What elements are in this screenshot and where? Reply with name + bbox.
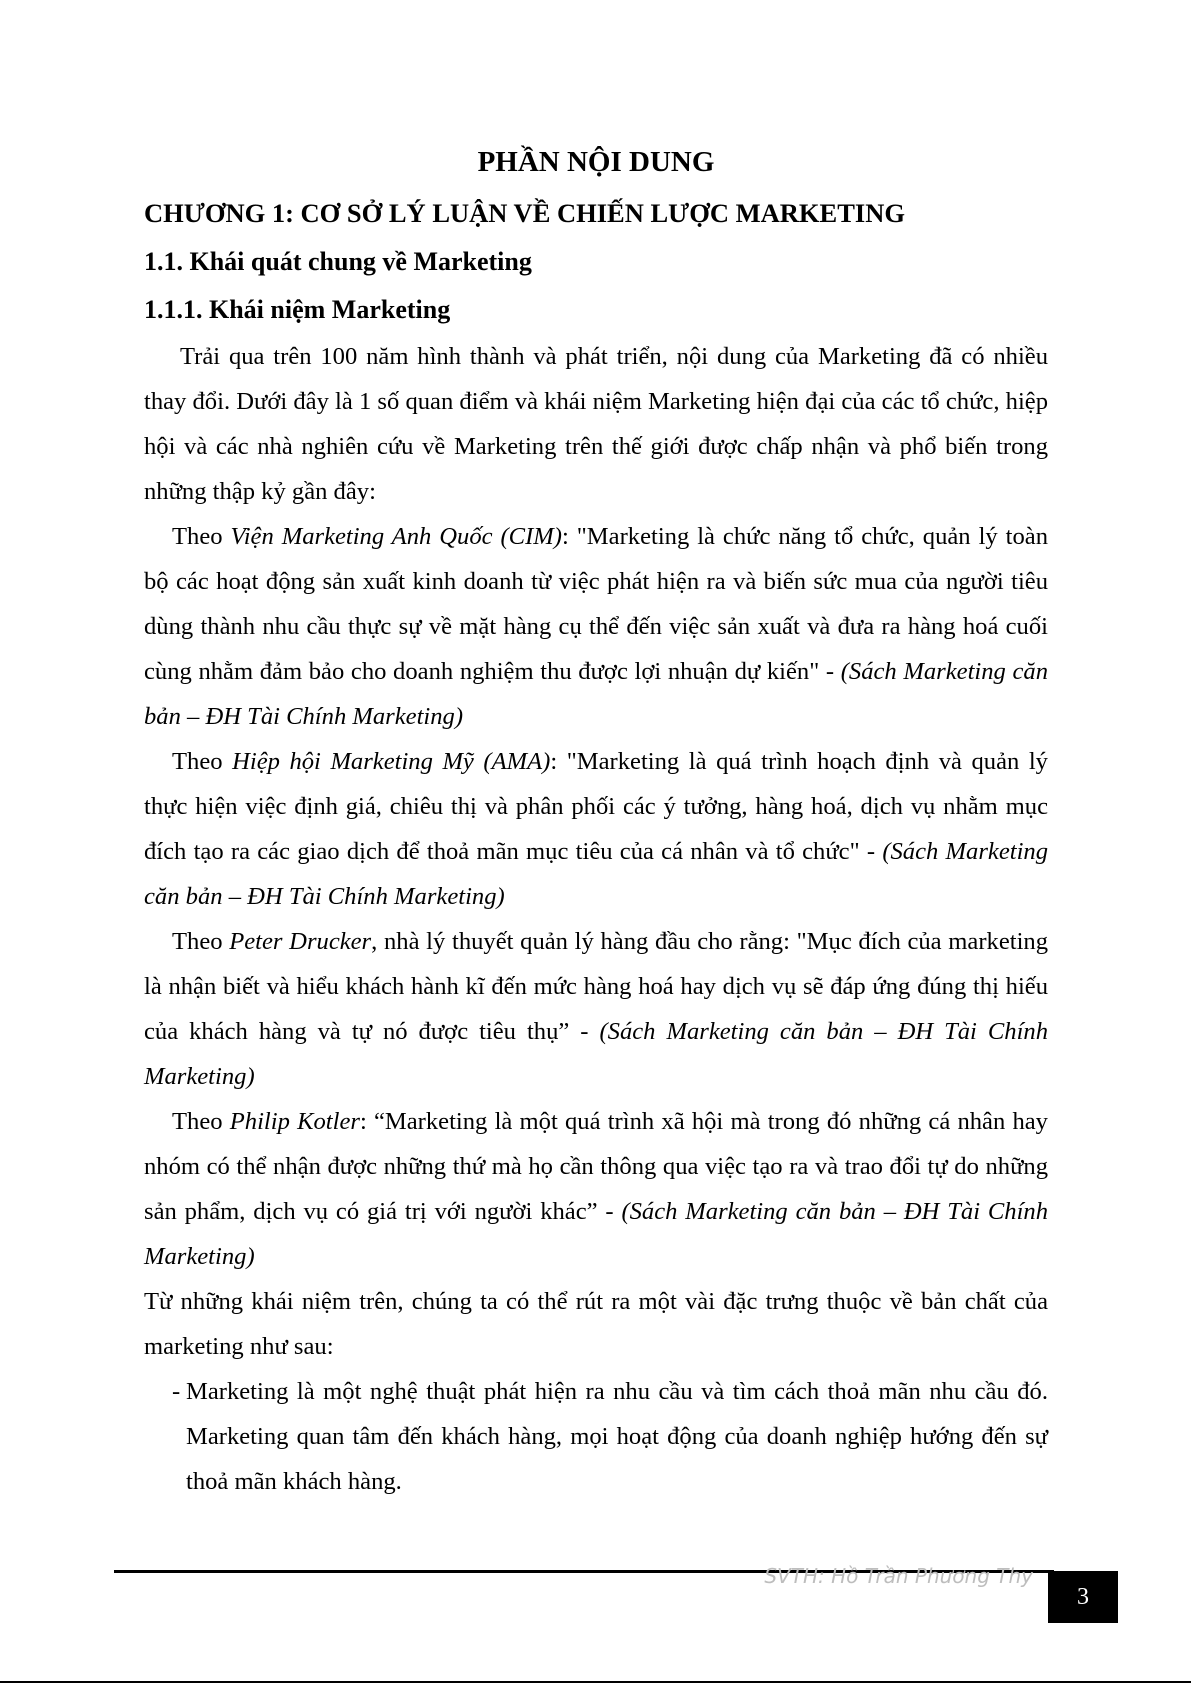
definition-source: Viện Marketing Anh Quốc (CIM) bbox=[230, 523, 562, 550]
conclusion-paragraph: Từ những khái niệm trên, chúng ta có thể rút ra một vài đặc trưng thuộc về bản chất của marketing như sau: bbox=[144, 1288, 1048, 1360]
page-number: 3 bbox=[1077, 1583, 1089, 1610]
definition-text: , nhà lý thuyết quản lý hàng đầu cho rằng: "Mục đích của marketing là nhận biết và hiểu khách hành kĩ đến mức hàng hoá hay dịch vụ sẽ đáp ứng đúng thị hiếu của khách hàng và tự nó được tiêu thụ” - bbox=[144, 928, 1048, 1045]
bullet-item bbox=[172, 1369, 1048, 1504]
definition-reference: (Sách Marketing căn bản – ĐH Tài Chính Marketing) bbox=[144, 838, 1049, 910]
page-content bbox=[144, 135, 1048, 1504]
footer-author: SVTH: Hồ Trần Phương Thy bbox=[764, 1564, 1033, 1588]
definition-drucker bbox=[144, 919, 1048, 1099]
definition-ama bbox=[144, 739, 1048, 919]
intro-paragraph: Trải qua trên 100 năm hình thành và phát triển, nội dung của Marketing đã có nhiều thay đổi. Dưới đây là 1 số quan điểm và khái niệm Marketing hiện đại của các tổ chức, hiệp hội và các nhà nghiên cứu về Marketing trên thế giới được chấp nhận và phổ biến trong những thập kỷ gần đây: bbox=[144, 343, 1048, 505]
bullet-dash: - bbox=[172, 1378, 181, 1405]
definition-lead: Theo bbox=[172, 928, 230, 955]
definition-lead: Theo bbox=[172, 748, 233, 775]
definition-reference: (Sách Marketing căn bản – ĐH Tài Chính Marketing) bbox=[144, 1018, 1049, 1090]
page-number-box bbox=[1048, 1571, 1118, 1623]
definition-text: : "Marketing là chức năng tổ chức, quản lý toàn bộ các hoạt động sản xuất kinh doanh từ việc phát hiện ra và biến sức mua của người tiêu dùng thành nhu cầu thực sự về mặt hàng cụ thể đến việc sản xuất và đưa ra hàng hoá cuối cùng nhằm đảm bảo cho doanh nghiệm thu được lợi nhuận dự kiến" - bbox=[144, 523, 1049, 685]
chapter-heading: CHƯƠNG 1: CƠ SỞ LÝ LUẬN VỀ CHIẾN LƯỢC MARKETING bbox=[144, 198, 905, 228]
part-heading: PHẦN NỘI DUNG bbox=[477, 146, 715, 178]
definition-cim bbox=[144, 514, 1048, 739]
definition-lead: Theo bbox=[172, 1108, 230, 1135]
definition-source: Peter Drucker bbox=[229, 928, 372, 955]
definition-source: Philip Kotler bbox=[229, 1108, 360, 1135]
page-bottom-rule bbox=[0, 1681, 1191, 1683]
subsection-heading: 1.1.1. Khái niệm Marketing bbox=[144, 295, 451, 324]
definition-kotler bbox=[144, 1099, 1048, 1279]
definition-reference: (Sách Marketing căn bản – ĐH Tài Chính Marketing) bbox=[144, 658, 1048, 730]
definition-reference: (Sách Marketing căn bản – ĐH Tài Chính Marketing) bbox=[144, 1198, 1049, 1270]
definition-lead: Theo bbox=[172, 523, 231, 550]
definition-text: : "Marketing là quá trình hoạch định và quản lý thực hiện việc định giá, chiêu thị và phân phối các ý tưởng, hàng hoá, dịch vụ nhằm mục đích tạo ra các giao dịch để thoả mãn mục tiêu của cá nhân và tổ chức" - bbox=[144, 748, 1048, 865]
bullet-text: Marketing là một nghệ thuật phát hiện ra nhu cầu và tìm cách thoả mãn nhu cầu đó. Marketing quan tâm đến khách hàng, mọi hoạt động của doanh nghiệp hướng đến sự thoả mãn khách hàng. bbox=[186, 1378, 1048, 1495]
definition-source: Hiệp hội Marketing Mỹ (AMA) bbox=[232, 748, 551, 775]
section-heading: 1.1. Khái quát chung về Marketing bbox=[144, 247, 532, 276]
definition-text: : “Marketing là một quá trình xã hội mà trong đó những cá nhân hay nhóm có thể nhận được những thứ mà họ cần thông qua việc tạo ra và trao đổi tự do những sản phẩm, dịch vụ có giá trị với người khác” - bbox=[144, 1108, 1048, 1225]
